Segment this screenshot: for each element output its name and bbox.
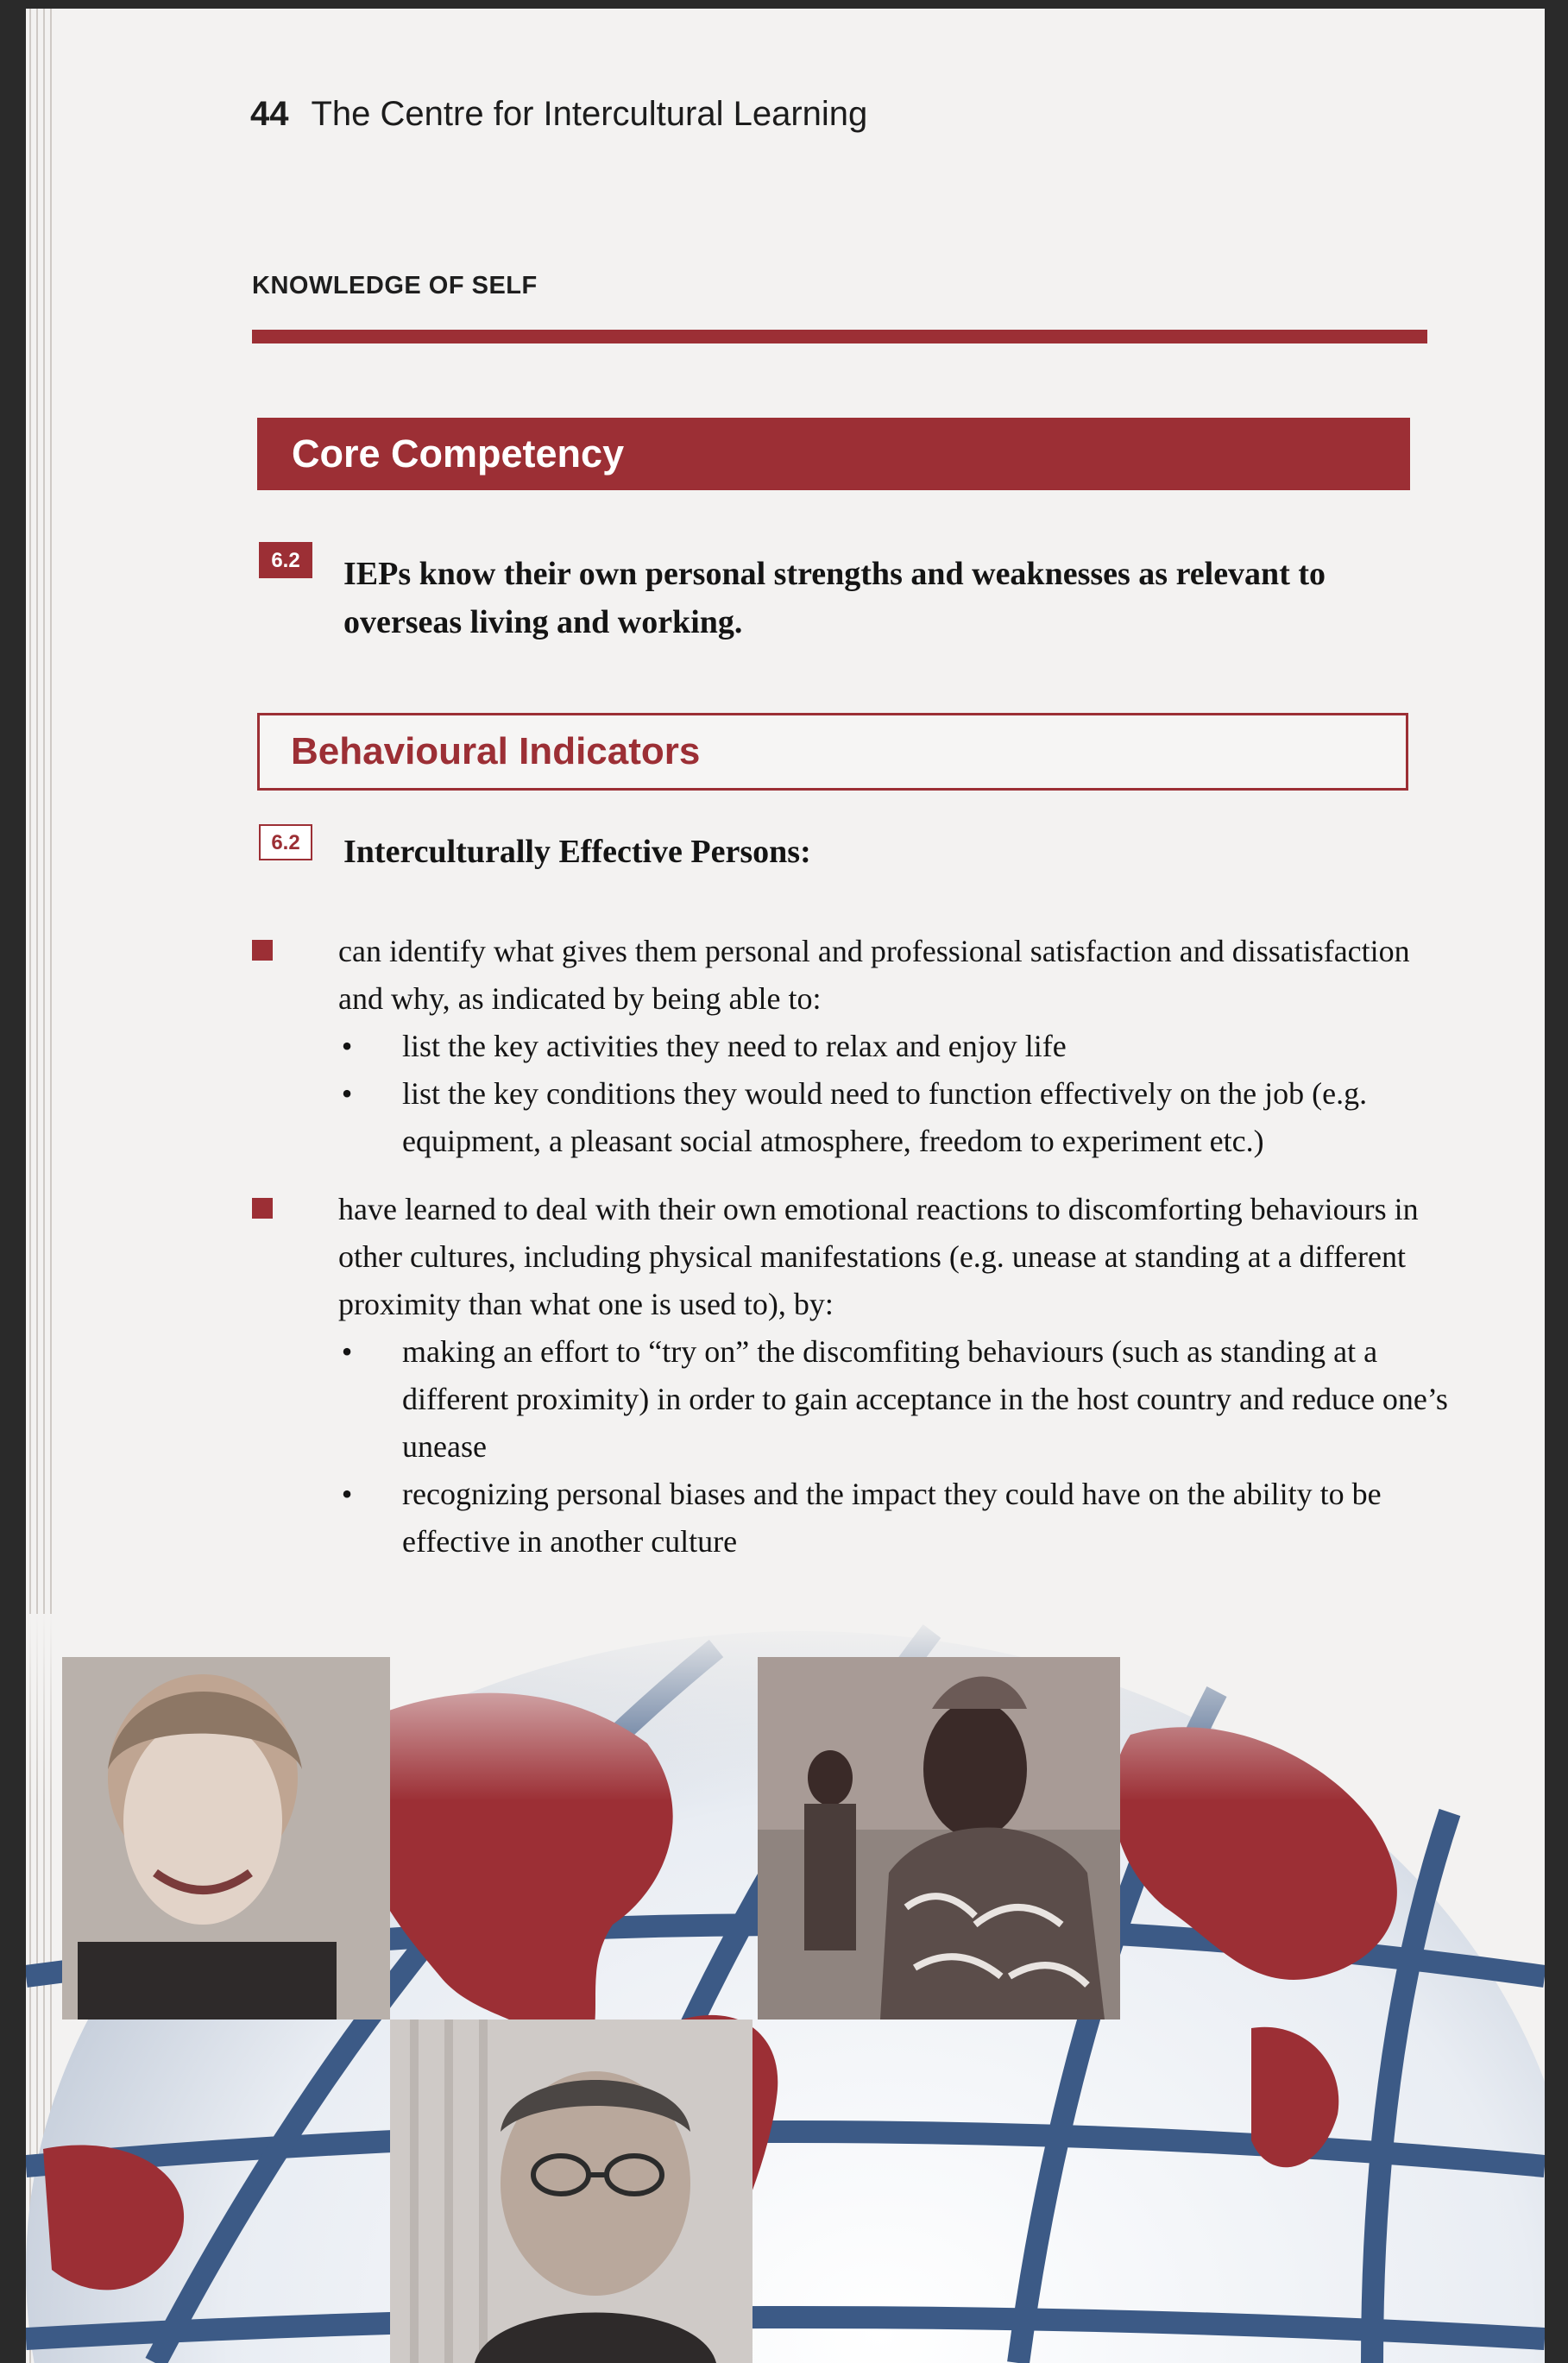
square-bullet-icon	[252, 1198, 273, 1219]
indicators-label: Interculturally Effective Persons:	[343, 834, 811, 870]
indicator-text: can identify what gives them personal and professional satisfaction and dissatisfaction and why, as indicated by being able to:	[338, 934, 1410, 1016]
photo-woman	[62, 1657, 390, 2020]
running-title: The Centre for Intercultural Learning	[311, 95, 868, 133]
photo-field	[758, 1657, 1120, 2020]
indicator-list	[252, 928, 1460, 1566]
indicator-item	[252, 1186, 1460, 1566]
indicator-text: have learned to deal with their own emotional reactions to discomforting behaviours in other cultures, including physical manifestations (e.g. unease at standing at a different proximity than what one is used to), by:	[338, 1192, 1419, 1321]
globe-illustration	[26, 1614, 1545, 2363]
competency-statement: IEPs know their own personal strengths and weaknesses as relevant to overseas living and working.	[343, 556, 1326, 640]
running-header	[250, 95, 867, 134]
behavioural-indicators-heading: Behavioural Indicators	[257, 713, 1408, 791]
photo-man	[390, 2020, 753, 2363]
sub-item: • making an effort to “try on” the discomfiting behaviours (such as standing at a different proximity) in order to gain acceptance in the host country and reduce one’s unease	[402, 1328, 1460, 1471]
core-competency-heading: Core Competency	[257, 418, 1410, 490]
sub-item: • recognizing personal biases and the impact they could have on the ability to be effective in another culture	[402, 1471, 1460, 1566]
sub-item: • list the key activities they need to relax and enjoy life	[402, 1023, 1460, 1070]
section-title: KNOWLEDGE OF SELF	[252, 272, 538, 299]
square-bullet-icon	[252, 940, 273, 961]
section-rule	[252, 330, 1427, 343]
book-page	[26, 9, 1545, 2363]
competency-badge: 6.2	[259, 542, 312, 578]
indicator-item	[252, 928, 1460, 1165]
page-number: 44	[250, 95, 289, 133]
sub-list	[338, 1023, 1460, 1165]
sub-item: • list the key conditions they would need to function effectively on the job (e.g. equipment, a pleasant social atmosphere, freedom to experiment etc.)	[402, 1070, 1460, 1165]
sub-list	[338, 1328, 1460, 1566]
indicators-badge: 6.2	[259, 824, 312, 860]
